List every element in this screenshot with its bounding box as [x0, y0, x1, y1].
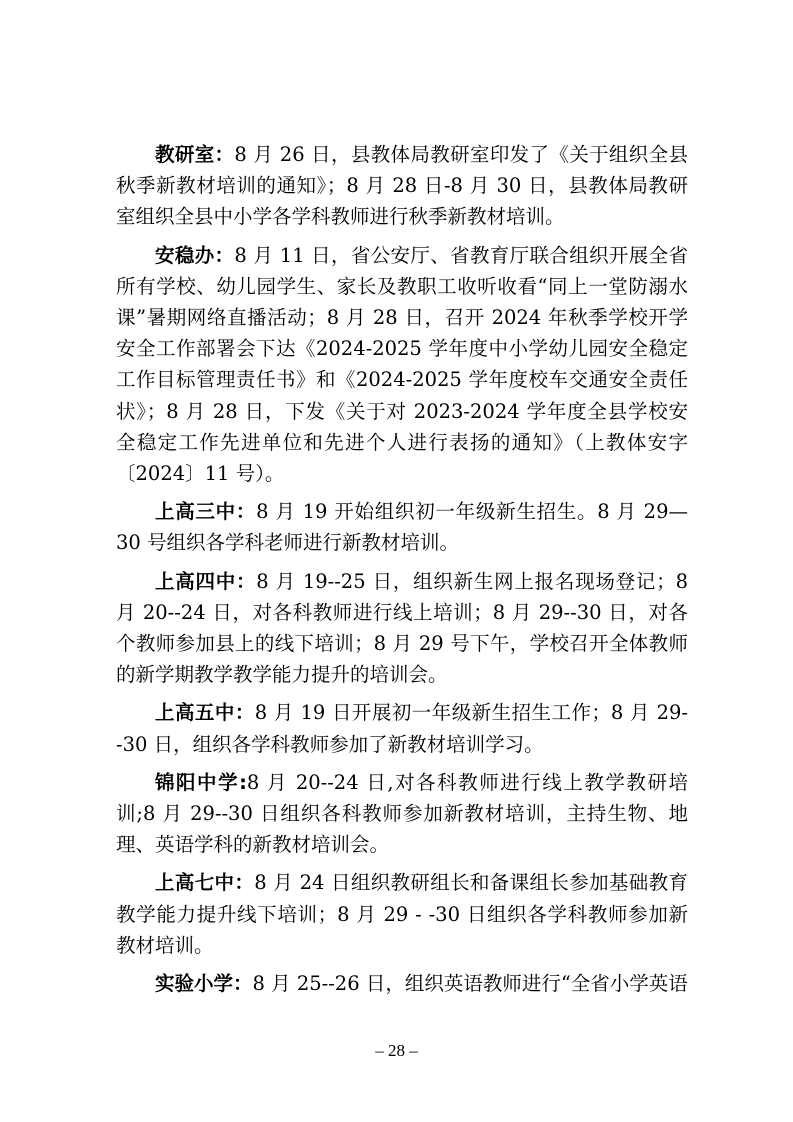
body-text — [116, 139, 688, 1006]
paragraph-text: 8 月 26 日，县教体局教研室印发了《关于组织全县秋季新教材培训的通知》；8 月 28 日-8 月 30 日，县教体局教研室组织全县中小学各学科教师进行秋季新教材培训。 — [116, 143, 688, 229]
paragraph — [116, 968, 688, 999]
paragraph-lead-label: 安稳办： — [155, 243, 235, 267]
paragraph — [116, 867, 688, 961]
paragraph-lead-label: 实验小学： — [155, 972, 253, 996]
paragraph — [116, 139, 688, 233]
paragraph-text: 8 月 19 日开展初一年级新生招生工作；8 月 29--30 日，组织各学科教师参加了新教材培训学习。 — [116, 701, 688, 756]
paragraph-text: 8 月 19--25 日，组织新生网上报名现场登记；8 月 20--24 日，对各科教师进行线上培训；8 月 29--30 日，对各个教师参加县上的线下培训；8 月 29 号下午，学校召开全体教师的新学期教学教学能力提升的培训会。 — [116, 569, 688, 687]
paragraph — [116, 767, 688, 861]
paragraph-text: 8 月 20--24 日,对各科教师进行线上教学教研培训;8 月 29--30 日组织各科教师参加新教材培训，主持生物、地理、英语学科的新教材培训会。 — [116, 770, 688, 857]
paragraph-text: 8 月 24 日组织教研组长和备课组长参加基础教育教学能力提升线下培训；8 月 29 - -30 日组织各学科教师参加新教材培训。 — [116, 871, 688, 957]
paragraph-text: 8 月 19 开始组织初一年级新生招生。8 月 29—30 号组织各学科老师进行新教材培训。 — [116, 500, 688, 555]
paragraph-lead-label: 教研室： — [155, 143, 235, 166]
paragraph-text: 8 月 11 日，省公安厅、省教育厅联合组织开展全省所有学校、幼儿园学生、家长及教职工收听收看“同上一堂防溺水课”暑期网络直播活动；8 月 28 日，召开 2024 年秋季学校开学安全工作部署会下达《2024-2025 学年度中小学幼儿园安全稳定工作目标管理责任书》和《2024-2025 学年度校车交通安全责任状》；8 月 28 日，下发《关于对 2023-2024 学年度全县学校安全稳定工作先进单位和先进个人进行表扬的通知》（上教体安字〔2024〕11 号）。 — [116, 243, 688, 486]
paragraph-lead-label: 锦阳中学: — [155, 770, 247, 794]
page-number: – 28 – — [375, 1041, 418, 1060]
paragraph — [116, 496, 688, 558]
paragraph-text: 8 月 25--26 日，组织英语教师进行“全省小学英语 — [252, 972, 688, 996]
paragraph-lead-label: 上高三中： — [155, 500, 257, 524]
paragraph-lead-label: 上高七中： — [155, 871, 255, 895]
paragraph — [116, 240, 688, 490]
paragraph-lead-label: 上高四中： — [155, 569, 257, 593]
paragraph — [116, 566, 688, 691]
paragraph-lead-label: 上高五中： — [155, 701, 255, 725]
paragraph — [116, 697, 688, 759]
